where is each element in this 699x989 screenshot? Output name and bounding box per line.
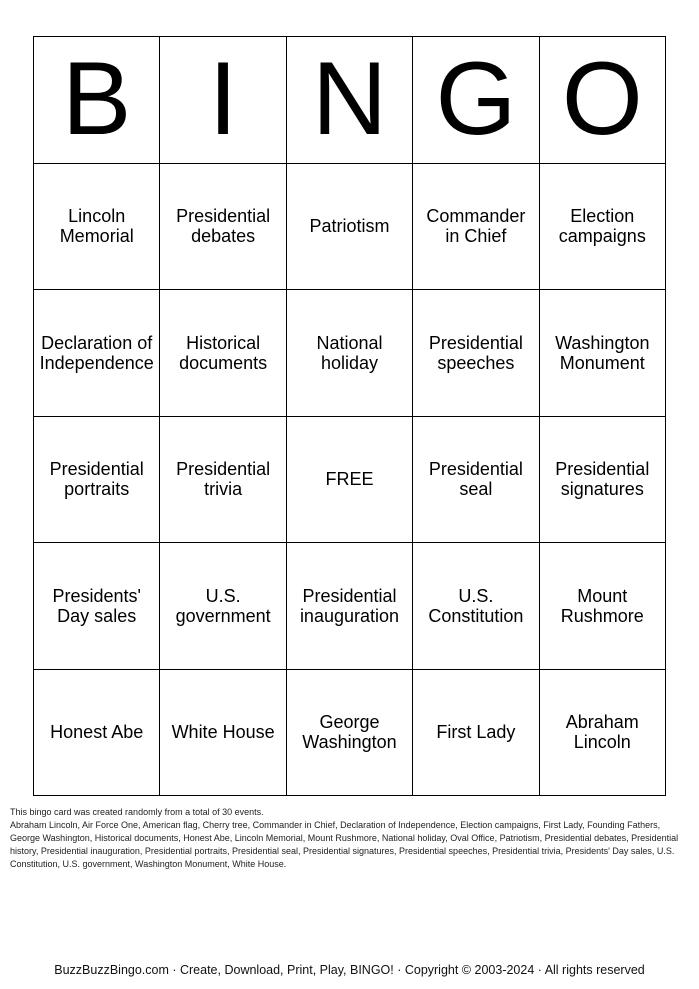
bingo-cell: Presidential seal xyxy=(413,417,539,544)
bingo-cell: Historical documents xyxy=(160,290,286,417)
footnote-intro: This bingo card was created randomly from a total of 30 events. xyxy=(10,807,264,817)
bingo-cell: White House xyxy=(160,670,286,797)
header-letter-i: I xyxy=(160,37,286,164)
bingo-cell: Washington Monument xyxy=(540,290,666,417)
header-letter-o: O xyxy=(540,37,666,164)
bingo-cell: Presidents' Day sales xyxy=(34,543,160,670)
bingo-cell: Presidential speeches xyxy=(413,290,539,417)
bingo-cell: Mount Rushmore xyxy=(540,543,666,670)
card-footnote xyxy=(10,806,690,871)
header-letter-n: N xyxy=(287,37,413,164)
bingo-cell: Presidential trivia xyxy=(160,417,286,544)
bingo-cell: George Washington xyxy=(287,670,413,797)
copyright-footer: BuzzBuzzBingo.com · Create, Download, Print, Play, BINGO! · Copyright © 2003-2024 · All rights reserved xyxy=(54,963,645,977)
bingo-cell: Presidential portraits xyxy=(34,417,160,544)
bingo-cell: Patriotism xyxy=(287,164,413,291)
bingo-cell: Declaration of Independence xyxy=(34,290,160,417)
bingo-cell: Honest Abe xyxy=(34,670,160,797)
footnote-event-list: Abraham Lincoln, Air Force One, American flag, Cherry tree, Commander in Chief, Declaration of Independence, Election campaigns, First Lady, Founding Fathers, George Washington, Historical documents, Honest Abe, Lincoln Memorial, Mount Rushmore, National holiday, Oval Office, Patriotism, Presidential debates, Presidential history, Presidential inauguration, Presidential portraits, Presidential seal, Presidential signatures, Presidential speeches, Presidential trivia, Presidents' Day sales, U.S. Constitution, U.S. government, Washington Monument, White House. xyxy=(10,820,679,869)
bingo-cell: National holiday xyxy=(287,290,413,417)
free-space-cell: FREE xyxy=(287,417,413,544)
bingo-cell: Commander in Chief xyxy=(413,164,539,291)
bingo-cell: Presidential debates xyxy=(160,164,286,291)
bingo-cell: Presidential signatures xyxy=(540,417,666,544)
bingo-card xyxy=(33,36,666,796)
bingo-cell: Abraham Lincoln xyxy=(540,670,666,797)
bingo-cell: U.S. government xyxy=(160,543,286,670)
bingo-cell: Presidential inauguration xyxy=(287,543,413,670)
header-letter-g: G xyxy=(413,37,539,164)
header-letter-b: B xyxy=(34,37,160,164)
bingo-cell: U.S. Constitution xyxy=(413,543,539,670)
bingo-cell: First Lady xyxy=(413,670,539,797)
bingo-cell: Lincoln Memorial xyxy=(34,164,160,291)
bingo-cell: Election campaigns xyxy=(540,164,666,291)
